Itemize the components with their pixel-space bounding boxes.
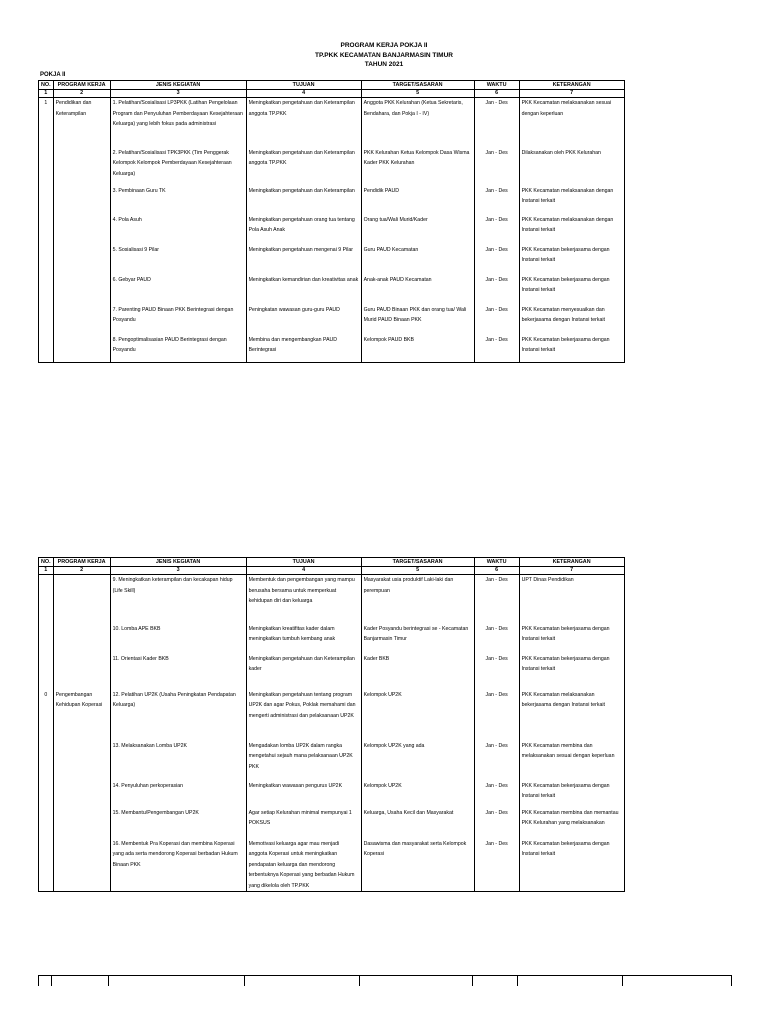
cell-keterangan: PKK Kecamatan menyesuaikan dan bekerjasama dengan Instansi terkait: [519, 305, 624, 335]
cell-program-kerja: [53, 808, 110, 839]
cell-program-kerja: [53, 839, 110, 892]
cell-no: [39, 275, 54, 305]
cell-tujuan: Membentuk dan pengembangan yang mampu berusaha bersama untuk memperkuat kehidupan diri dan keluarga: [246, 575, 361, 624]
cell-program-kerja: [53, 215, 110, 245]
col-keterangan-number: 7: [519, 90, 624, 98]
cell-jenis-kegiatan: 3. Pembinaan Guru TK: [110, 186, 246, 215]
program-table-2: [38, 557, 625, 892]
col-keterangan-header: KETERANGAN: [519, 558, 624, 567]
cell-waktu: Jan - Des: [474, 275, 519, 305]
cell-no: 0: [39, 690, 54, 741]
table-row: [39, 148, 625, 186]
cell-target-sasaran: Kader Posyandu berintegrasi se - Kecamatan Banjarmasin Timur: [361, 624, 474, 654]
cell-target-sasaran: Guru PAUD Kecamatan: [361, 245, 474, 275]
cell-program-kerja: [53, 148, 110, 186]
table-row: [39, 575, 625, 624]
col-keterangan-header: KETERANGAN: [519, 81, 624, 90]
cell-waktu: Jan - Des: [474, 98, 519, 148]
cell-tujuan: Membina dan mengembangkan PAUD Berintegrasi: [246, 335, 361, 363]
col-waktu-number: 6: [474, 90, 519, 98]
cell-keterangan: PKK Kecamatan bekerjasama dengan Instansi terkait: [519, 624, 624, 654]
col-target-sasaran-number: 5: [361, 567, 474, 575]
cell-no: [39, 808, 54, 839]
cell-tujuan: Meningkatkan pengetahuan orang tua tentang Pola Asuh Anak: [246, 215, 361, 245]
cell-target-sasaran: Masyarakat usia produktif Laki-laki dan perempuan: [361, 575, 474, 624]
cell-target-sasaran: Anak-anak PAUD Kecamatan: [361, 275, 474, 305]
table-row: [39, 654, 625, 690]
cell-waktu: Jan - Des: [474, 741, 519, 781]
col-jenis-kegiatan-number: 3: [110, 567, 246, 575]
cell-tujuan: Meningkatkan kreatifitas kader dalam meningkatkan tumbuh kembang anak: [246, 624, 361, 654]
cell-program-kerja: Pendidikan dan Keterampilan: [53, 98, 110, 148]
cell-target-sasaran: Dasawisma dan masyarakat serta Kelompok Koperasi: [361, 839, 474, 892]
cell-waktu: Jan - Des: [474, 624, 519, 654]
cell-program-kerja: [53, 245, 110, 275]
col-target-sasaran-header: TARGET/SASARAN: [361, 558, 474, 567]
cell-waktu: Jan - Des: [474, 215, 519, 245]
table-row: [39, 245, 625, 275]
table-row: [39, 781, 625, 808]
cell-no: [39, 148, 54, 186]
cell-tujuan: Meningkatkan wawasan pengurus UP2K: [246, 781, 361, 808]
cell-tujuan: Agar setiap Kelurahan minimal mempunyai 1 POKSUS: [246, 808, 361, 839]
cell-no: [39, 781, 54, 808]
cell-keterangan: UPT Dinas Pendidikan: [519, 575, 624, 624]
cell-tujuan: Memotivasi keluarga agar mau menjadi anggota Koperasi untuk meningkatkan pendapatan keluarga dan mendorong terbentuknya Koperasi yang berbadan Hukum yang dikelola oleh TP.PKK: [246, 839, 361, 892]
cell-waktu: Jan - Des: [474, 781, 519, 808]
cell-keterangan: Dilaksanakan oleh PKK Kelurahan: [519, 148, 624, 186]
col-target-sasaran-number: 5: [361, 90, 474, 98]
cell-jenis-kegiatan: 5. Sosialisasi 9 Pilar: [110, 245, 246, 275]
cell-no: [39, 624, 54, 654]
cell-jenis-kegiatan: 12. Pelatihan UP2K (Usaha Peningkatan Pendapatan Keluarga): [110, 690, 246, 741]
cell-no: [39, 215, 54, 245]
cell-target-sasaran: Guru PAUD Binaan PKK dan orang tua/ Wali Murid PAUD Binaan PKK: [361, 305, 474, 335]
col-program-kerja-number: 2: [53, 90, 110, 98]
cell-keterangan: PKK Kecamatan membina dan memantau PKK Kelurahan yang melaksanakan: [519, 808, 624, 839]
cell-no: [39, 245, 54, 275]
table-row: [39, 839, 625, 892]
col-jenis-kegiatan-number: 3: [110, 90, 246, 98]
cell-jenis-kegiatan: 13. Melaksanakan Lomba UP2K: [110, 741, 246, 781]
cell-program-kerja: [53, 275, 110, 305]
cell-jenis-kegiatan: 4. Pola Asuh: [110, 215, 246, 245]
cell-keterangan: PKK Kecamatan bekerjasama dengan Instansi terkait: [519, 245, 624, 275]
doc-subtitle: TP.PKK KECAMATAN BANJARMASIN TIMUR: [315, 52, 453, 59]
cell-program-kerja: Pengembangan Kehidupan Koperasi: [53, 690, 110, 741]
cell-tujuan: Meningkatkan pengetahuan dan Keterampilan anggota TP.PKK: [246, 98, 361, 148]
cell-program-kerja: [53, 305, 110, 335]
cell-tujuan: Peningkatan wawasan guru-guru PAUD: [246, 305, 361, 335]
cell-jenis-kegiatan: 14. Penyuluhan perkoperasian: [110, 781, 246, 808]
table-row: [39, 741, 625, 781]
cell-no: [39, 335, 54, 363]
cell-keterangan: PKK Kecamatan bekerjasama dengan Instansi terkait: [519, 781, 624, 808]
cell-tujuan: Meningkatkan pengetahuan dan Keterampilan anggota TP.PKK: [246, 148, 361, 186]
col-no-number: 1: [39, 90, 54, 98]
cell-jenis-kegiatan: 16. Membentuk Pra Koperasi dan membina Koperasi yang ada serta mendorong Koperasi berbadan Hukum Binaan PKK: [110, 839, 246, 892]
next-table-stub: [38, 975, 732, 986]
col-target-sasaran-header: TARGET/SASARAN: [361, 81, 474, 90]
cell-waktu: Jan - Des: [474, 148, 519, 186]
cell-jenis-kegiatan: 10. Lomba APE BKB: [110, 624, 246, 654]
cell-target-sasaran: Kelompok PAUD BKB: [361, 335, 474, 363]
table-row: [39, 624, 625, 654]
cell-program-kerja: [53, 781, 110, 808]
cell-waktu: Jan - Des: [474, 305, 519, 335]
cell-target-sasaran: Kelompok UP2K: [361, 781, 474, 808]
cell-jenis-kegiatan: 15. Membantu/Pengembangan UP2K: [110, 808, 246, 839]
col-tujuan-number: 4: [246, 90, 361, 98]
col-tujuan-header: TUJUAN: [246, 558, 361, 567]
cell-no: [39, 741, 54, 781]
cell-jenis-kegiatan: 8. Pengoptimalisasian PAUD Berintegrasi dengan Posyandu: [110, 335, 246, 363]
table-row: [39, 305, 625, 335]
cell-tujuan: Meningkatkan kemandirian dan kreativitas anak: [246, 275, 361, 305]
col-keterangan-number: 7: [519, 567, 624, 575]
table-row: [39, 275, 625, 305]
cell-no: [39, 654, 54, 690]
cell-keterangan: PKK Kecamatan melaksanakan dengan Instansi terkait: [519, 186, 624, 215]
cell-no: [39, 839, 54, 892]
program-table-1: [38, 80, 625, 363]
table-row: [39, 215, 625, 245]
cell-no: [39, 575, 54, 624]
cell-target-sasaran: Kelompok UP2K yang ada: [361, 741, 474, 781]
col-program-kerja-number: 2: [53, 567, 110, 575]
table-row: [39, 98, 625, 148]
cell-tujuan: Meningkatkan pengetahuan mengenai 9 Pilar: [246, 245, 361, 275]
col-tujuan-number: 4: [246, 567, 361, 575]
col-tujuan-header: TUJUAN: [246, 81, 361, 90]
cell-tujuan: Meningkatkan pengetahuan dan Keterampilan kader: [246, 654, 361, 690]
col-jenis-kegiatan-header: JENIS KEGIATAN: [110, 558, 246, 567]
cell-keterangan: PKK Kecamatan melaksanakan dengan Instansi terkait: [519, 215, 624, 245]
cell-keterangan: PKK Kecamatan bekerjasama dengan Instansi terkait: [519, 275, 624, 305]
cell-target-sasaran: Kader BKB: [361, 654, 474, 690]
cell-keterangan: PKK Kecamatan bekerjasama dengan Instansi terkait: [519, 335, 624, 363]
table-row: [39, 335, 625, 363]
cell-waktu: Jan - Des: [474, 839, 519, 892]
doc-title: PROGRAM KERJA POKJA II: [340, 42, 428, 49]
cell-jenis-kegiatan: 2. Pelatihan/Sosialisasi TPK3PKK (Tim Penggerak Kelompok Kelompok Pemberdayaan Kesejahteraan Keluarga): [110, 148, 246, 186]
cell-program-kerja: [53, 741, 110, 781]
cell-program-kerja: [53, 335, 110, 363]
cell-tujuan: Meningkatkan pengetahuan dan Keterampilan: [246, 186, 361, 215]
cell-waktu: Jan - Des: [474, 245, 519, 275]
cell-target-sasaran: PKK Kelurahan Ketua Kelompok Dasa Wisma Kader PKK Kelurahan: [361, 148, 474, 186]
cell-target-sasaran: Pendidik PAUD: [361, 186, 474, 215]
cell-jenis-kegiatan: 1. Pelatihan/Sosialisasi LP3PKK (Latihan Pengelolaan Program dan Penyuluhan Pemberdayaan Kesejahteraan Keluarga) yang lebih fokus pada administrasi: [110, 98, 246, 148]
cell-no: 1: [39, 98, 54, 148]
cell-keterangan: PKK Kecamatan melaksanakan bekerjasama dengan Instansi terkait: [519, 690, 624, 741]
cell-waktu: Jan - Des: [474, 654, 519, 690]
cell-waktu: Jan - Des: [474, 808, 519, 839]
pokja-label: POKJA II: [40, 72, 66, 78]
cell-program-kerja: [53, 186, 110, 215]
cell-tujuan: Meningkatkan pengetahuan tentang program UP2K dan agar Pokus, Poklak memahami dan mengerti administrasi dan pelaksanaan UP2K: [246, 690, 361, 741]
cell-tujuan: Mengadakan lomba UP2K dalam rangka mengetahui sejauh mana pelaksanaan UP2K PKK: [246, 741, 361, 781]
cell-target-sasaran: Anggota PKK Kelurahan (Ketua Sekretaris, Bendahara, dan Pokja I - IV): [361, 98, 474, 148]
cell-keterangan: PKK Kecamatan melaksanakan sesuai dengan keperluan: [519, 98, 624, 148]
cell-keterangan: PKK Kecamatan bekerjasama dengan Instansi terkait: [519, 654, 624, 690]
cell-target-sasaran: Keluarga, Usaha Kecil dan Masyarakat: [361, 808, 474, 839]
cell-waktu: Jan - Des: [474, 575, 519, 624]
col-waktu-header: WAKTU: [474, 558, 519, 567]
col-no-number: 1: [39, 567, 54, 575]
table-row: [39, 808, 625, 839]
cell-jenis-kegiatan: 6. Gebyar PAUD: [110, 275, 246, 305]
cell-program-kerja: [53, 575, 110, 624]
cell-waktu: Jan - Des: [474, 186, 519, 215]
table-row: [39, 690, 625, 741]
col-waktu-header: WAKTU: [474, 81, 519, 90]
cell-no: [39, 186, 54, 215]
col-program-kerja-header: PROGRAM KERJA: [53, 558, 110, 567]
cell-target-sasaran: Orang tua/Wali Murid/Kader: [361, 215, 474, 245]
cell-jenis-kegiatan: 9. Meningkatkan keterampilan dan kecakapan hidup (Life Skill): [110, 575, 246, 624]
col-jenis-kegiatan-header: JENIS KEGIATAN: [110, 81, 246, 90]
cell-keterangan: PKK Kecamatan bekerjasama dengan Instansi terkait: [519, 839, 624, 892]
cell-waktu: Jan - Des: [474, 335, 519, 363]
col-no-header: NO.: [39, 558, 54, 567]
col-waktu-number: 6: [474, 567, 519, 575]
cell-no: [39, 305, 54, 335]
doc-year: TAHUN 2021: [364, 61, 404, 68]
col-no-header: NO.: [39, 81, 54, 90]
cell-waktu: Jan - Des: [474, 690, 519, 741]
cell-program-kerja: [53, 624, 110, 654]
cell-keterangan: PKK Kecamatan membina dan melaksanakan sesuai dengan keperluan: [519, 741, 624, 781]
cell-target-sasaran: Kelompok UP2K: [361, 690, 474, 741]
cell-jenis-kegiatan: 11. Orientasi Kader BKB: [110, 654, 246, 690]
cell-program-kerja: [53, 654, 110, 690]
table-row: [39, 186, 625, 215]
col-program-kerja-header: PROGRAM KERJA: [53, 81, 110, 90]
cell-jenis-kegiatan: 7. Parenting PAUD Binaan PKK Berintegrasi dengan Posyandu: [110, 305, 246, 335]
